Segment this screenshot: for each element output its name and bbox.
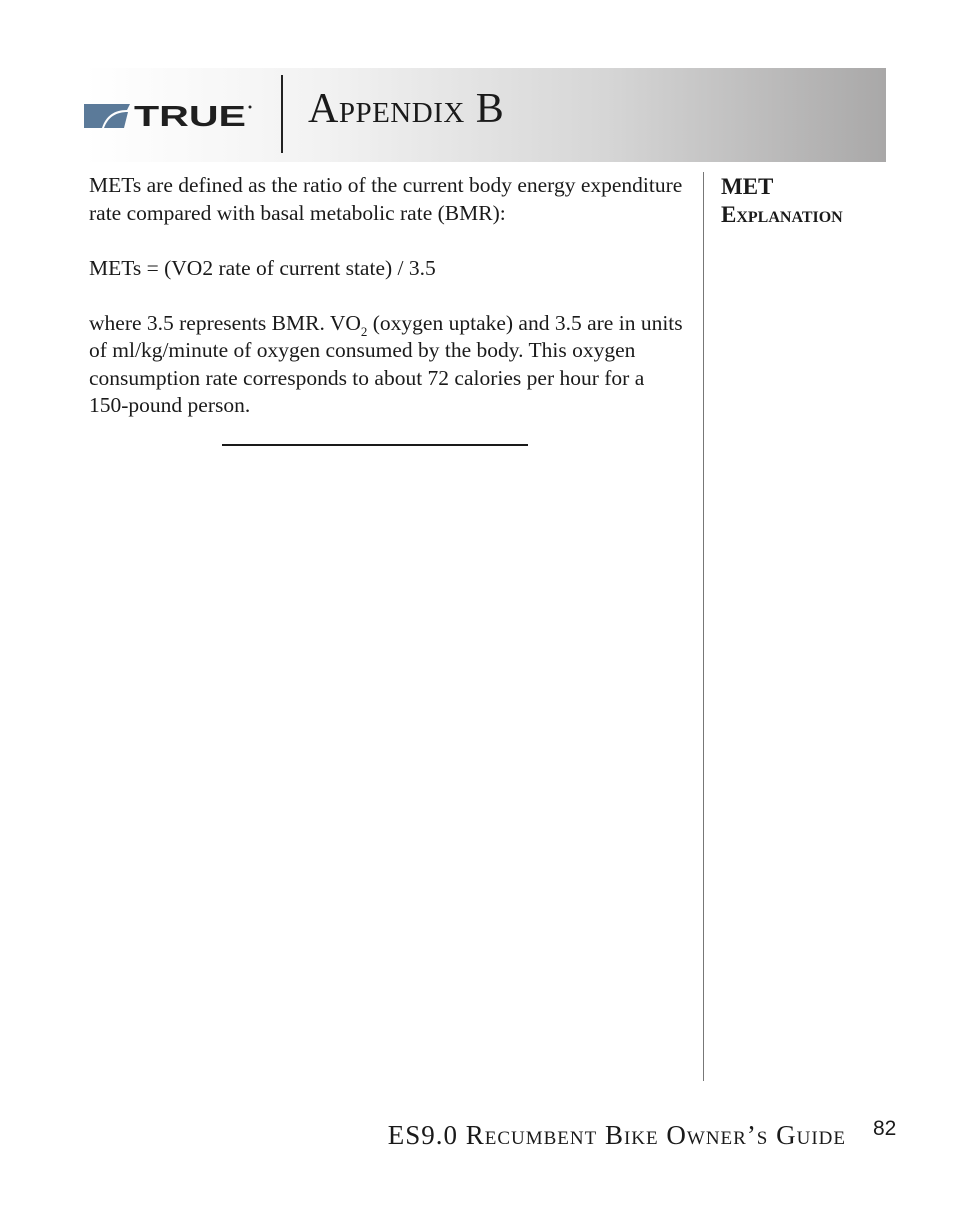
main-content <box>89 172 689 447</box>
met-definition-paragraph: METs are defined as the ratio of the current body energy expenditure rate compared with basal metabolic rate (BMR): <box>89 173 683 225</box>
sidebar-divider <box>703 172 704 1081</box>
bmr-explanation-paragraph <box>89 310 689 420</box>
true-logo <box>84 102 254 128</box>
bmr-text-part1: where 3.5 represents BMR. VO <box>89 310 361 335</box>
bmr-text-part2: (oxygen uptake) and 3.5 are in units of ml/kg/minute of oxygen consumed by the body. This oxygen consumption rate corresponds to about 72 calories per hour for a 150-pound person. <box>89 310 683 417</box>
sidebar-heading-line1: MET <box>721 174 774 199</box>
trademark-dot-icon <box>249 106 252 109</box>
sidebar-heading-line2: Explanation <box>721 202 843 227</box>
page-number: 82 <box>873 1117 897 1140</box>
page-title: Appendix B <box>308 86 505 132</box>
header-divider <box>281 75 283 153</box>
footer-guide-title: ES9.0 Recumbent Bike Owner’s Guide <box>387 1120 846 1150</box>
sidebar-heading <box>721 173 891 229</box>
met-formula: METs = (VO2 rate of current state) / 3.5 <box>89 255 436 280</box>
logo-text: TRUE <box>134 102 246 128</box>
vo2-subscript: 2 <box>360 323 368 339</box>
section-end-rule <box>222 444 528 446</box>
